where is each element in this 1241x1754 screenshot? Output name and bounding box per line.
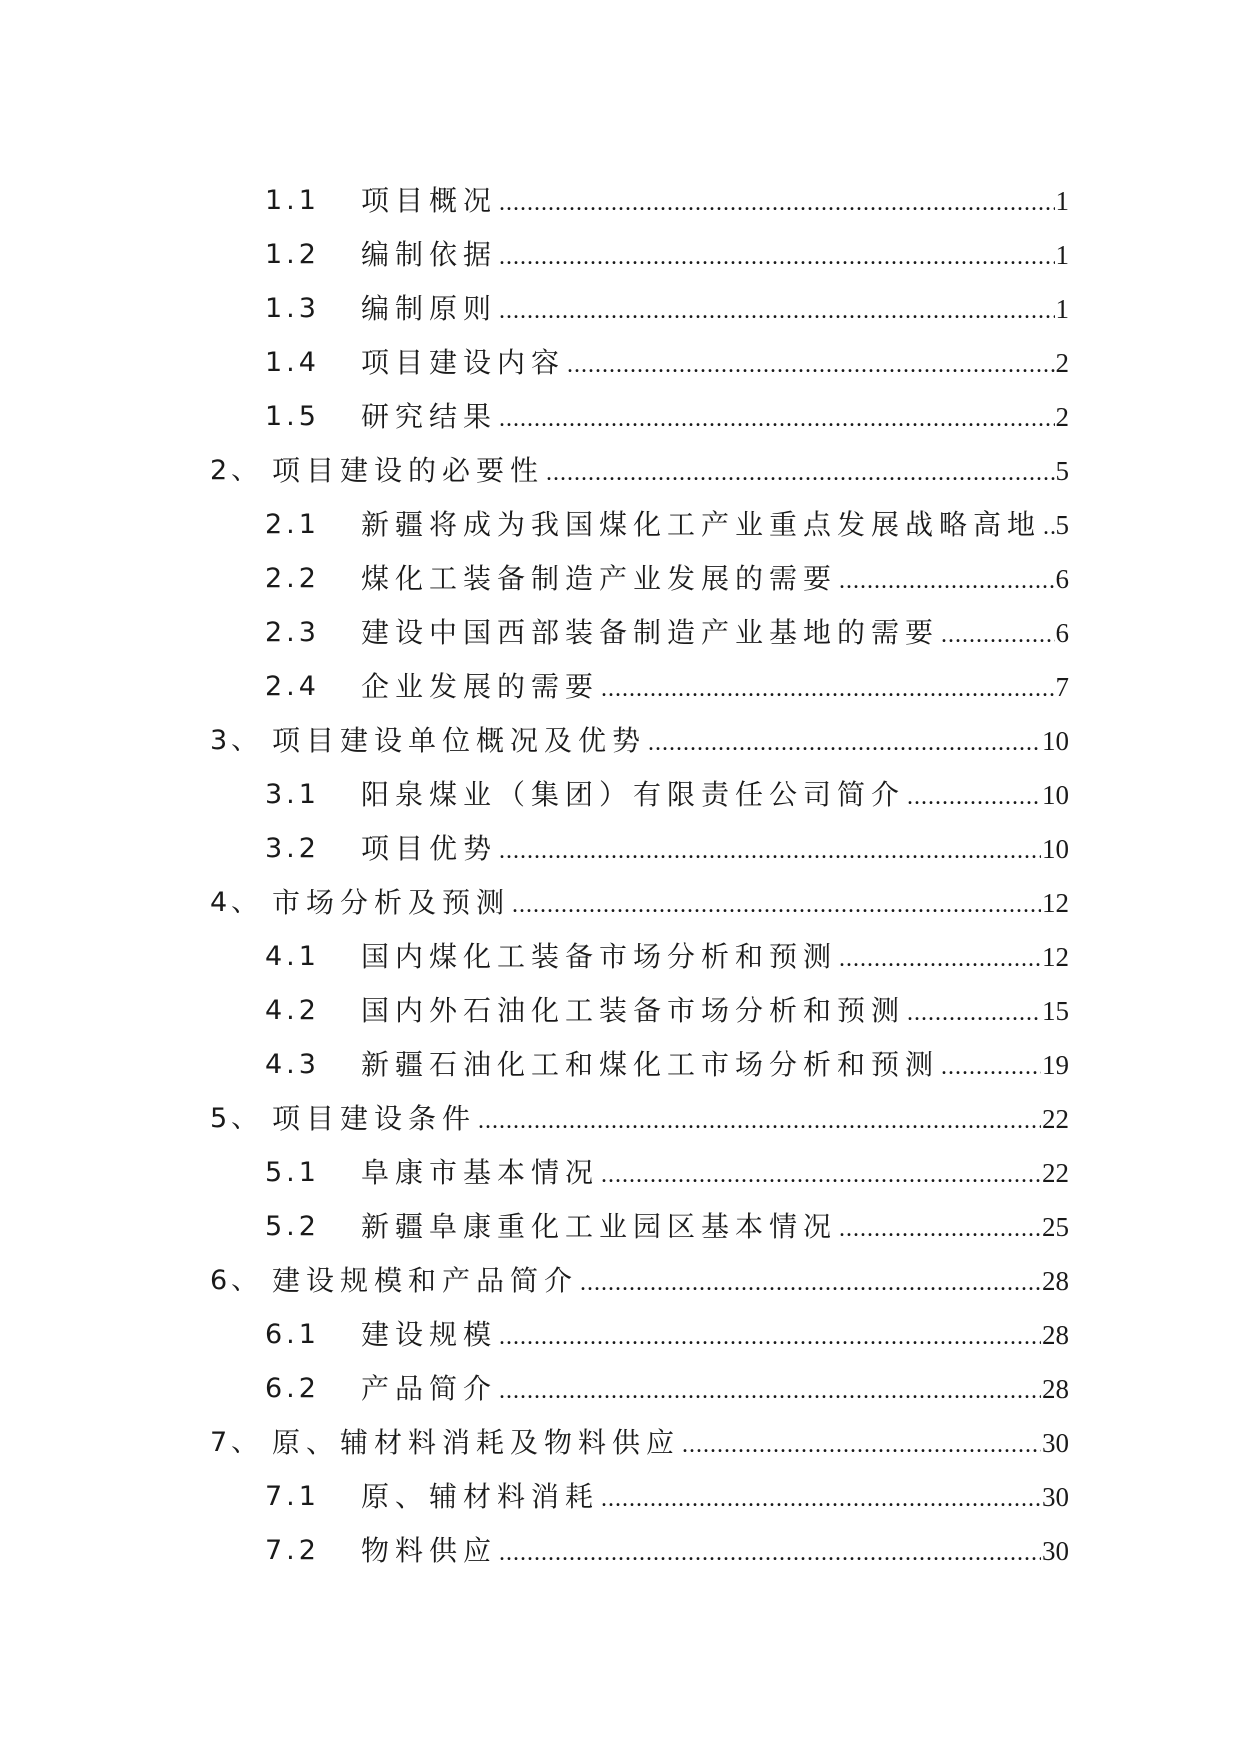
toc-entry-number: 4.1	[265, 941, 320, 972]
toc-chapter-title: 市场分析及预测	[272, 886, 511, 919]
toc-entry[interactable]	[0, 930, 1241, 984]
dot-leader	[580, 1256, 1041, 1310]
toc-entry-number: 4.2	[265, 995, 320, 1026]
toc-entry-number: 6.1	[265, 1319, 320, 1350]
toc-entry-page: 15	[1042, 996, 1069, 1026]
toc-entry-number: 3.1	[265, 779, 320, 810]
toc-entry-number: 3.2	[265, 833, 320, 864]
toc-chapter[interactable]	[0, 714, 1241, 768]
toc-entry-page: 30	[1042, 1482, 1069, 1512]
toc-chapter-page: 30	[1042, 1428, 1069, 1458]
toc-entry-number: 1.4	[265, 347, 320, 378]
toc-entry-title: 建设规模	[361, 1318, 498, 1351]
toc-entry-page: 19	[1042, 1050, 1069, 1080]
toc-chapter-page: 28	[1042, 1266, 1069, 1296]
toc-entry-title: 原、辅材料消耗	[361, 1480, 600, 1513]
toc-entry-title: 项目概况	[361, 184, 498, 217]
dot-leader	[682, 1418, 1041, 1472]
toc-entry[interactable]	[0, 498, 1241, 552]
dot-leader	[499, 284, 1054, 338]
toc-entry-title: 阳泉煤业（集团）有限责任公司简介	[361, 778, 906, 811]
toc-entry[interactable]	[0, 1362, 1241, 1416]
dot-leader	[941, 1040, 1041, 1094]
toc-entry[interactable]	[0, 660, 1241, 714]
toc-entry-number: 1.3	[265, 293, 320, 324]
toc-entry[interactable]	[0, 1308, 1241, 1362]
toc-chapter-title: 建设规模和产品简介	[272, 1264, 579, 1297]
toc-entry-page: 30	[1042, 1536, 1069, 1566]
toc-chapter[interactable]	[0, 444, 1241, 498]
toc-chapter-number: 7、	[210, 1427, 263, 1458]
toc-entry[interactable]	[0, 984, 1241, 1038]
toc-entry[interactable]	[0, 282, 1241, 336]
table-of-contents	[0, 174, 1241, 1578]
toc-chapter-number: 6、	[210, 1265, 263, 1296]
toc-chapter-number: 3、	[210, 725, 263, 756]
toc-entry-number: 1.5	[265, 401, 320, 432]
toc-entry-title: 物料供应	[361, 1534, 498, 1567]
toc-entry-page: 22	[1042, 1158, 1069, 1188]
toc-entry[interactable]	[0, 1146, 1241, 1200]
toc-entry-number: 2.3	[265, 617, 320, 648]
toc-entry-title: 编制原则	[361, 292, 498, 325]
dot-leader	[907, 986, 1041, 1040]
dot-leader	[499, 230, 1054, 284]
toc-entry-title: 产品简介	[361, 1372, 498, 1405]
toc-chapter-page: 5	[1055, 456, 1069, 486]
dot-leader	[512, 878, 1041, 932]
toc-entry[interactable]	[0, 606, 1241, 660]
toc-chapter-page: 10	[1042, 726, 1069, 756]
dot-leader	[499, 824, 1041, 878]
toc-entry[interactable]	[0, 1470, 1241, 1524]
toc-entry-title: 新疆阜康重化工业园区基本情况	[361, 1210, 838, 1243]
toc-chapter[interactable]	[0, 1416, 1241, 1470]
dot-leader	[907, 770, 1041, 824]
toc-entry-page: 25	[1042, 1212, 1069, 1242]
toc-entry-title: 国内煤化工装备市场分析和预测	[361, 940, 838, 973]
toc-entry[interactable]	[0, 822, 1241, 876]
toc-entry-page: 28	[1042, 1320, 1069, 1350]
dot-leader	[499, 1526, 1041, 1580]
dot-leader	[478, 1094, 1041, 1148]
toc-entry-number: 4.3	[265, 1049, 320, 1080]
toc-chapter-title: 原、辅材料消耗及物料供应	[272, 1426, 681, 1459]
dot-leader	[941, 608, 1054, 662]
toc-entry-number: 2.2	[265, 563, 320, 594]
dot-leader	[499, 392, 1054, 446]
dot-leader	[648, 716, 1041, 770]
toc-entry-number: 2.1	[265, 509, 320, 540]
toc-entry-title: 煤化工装备制造产业发展的需要	[361, 562, 838, 595]
toc-entry-number: 5.2	[265, 1211, 320, 1242]
toc-chapter-number: 2、	[210, 455, 263, 486]
dot-leader	[839, 554, 1054, 608]
toc-entry-number: 1.1	[265, 185, 320, 216]
toc-entry-title: 项目建设内容	[361, 346, 566, 379]
toc-chapter[interactable]	[0, 876, 1241, 930]
toc-entry-number: 1.2	[265, 239, 320, 270]
toc-entry-number: 2.4	[265, 671, 320, 702]
dot-leader	[567, 338, 1054, 392]
toc-entry-page: 6	[1055, 618, 1069, 648]
toc-entry-page: 1	[1055, 186, 1069, 216]
toc-entry[interactable]	[0, 1038, 1241, 1092]
toc-entry-page: 28	[1042, 1374, 1069, 1404]
toc-entry[interactable]	[0, 1200, 1241, 1254]
toc-entry-page: 2	[1055, 402, 1069, 432]
toc-entry-number: 5.1	[265, 1157, 320, 1188]
toc-entry[interactable]	[0, 228, 1241, 282]
dot-leader	[1043, 500, 1054, 554]
dot-leader	[499, 1310, 1041, 1364]
toc-entry-page: 6	[1055, 564, 1069, 594]
toc-chapter-number: 4、	[210, 887, 263, 918]
toc-entry-page: 2	[1055, 348, 1069, 378]
dot-leader	[839, 932, 1041, 986]
toc-entry[interactable]	[0, 552, 1241, 606]
toc-entry-page: 10	[1042, 834, 1069, 864]
toc-entry[interactable]	[0, 1524, 1241, 1578]
toc-entry-page: 12	[1042, 942, 1069, 972]
dot-leader	[499, 176, 1054, 230]
toc-entry-title: 新疆将成为我国煤化工产业重点发展战略高地	[361, 508, 1042, 541]
dot-leader	[546, 446, 1054, 500]
toc-entry-title: 阜康市基本情况	[361, 1156, 600, 1189]
toc-entry-title: 编制依据	[361, 238, 498, 271]
dot-leader	[601, 1148, 1041, 1202]
toc-entry-number: 7.2	[265, 1535, 320, 1566]
toc-entry-page: 5	[1055, 510, 1069, 540]
toc-entry-page: 1	[1055, 240, 1069, 270]
toc-entry-number: 7.1	[265, 1481, 320, 1512]
toc-entry-page: 10	[1042, 780, 1069, 810]
toc-entry-title: 建设中国西部装备制造产业基地的需要	[361, 616, 940, 649]
toc-chapter-page: 12	[1042, 888, 1069, 918]
toc-entry-title: 企业发展的需要	[361, 670, 600, 703]
toc-entry-title: 研究结果	[361, 400, 498, 433]
dot-leader	[601, 662, 1054, 716]
toc-chapter-number: 5、	[210, 1103, 263, 1134]
dot-leader	[601, 1472, 1041, 1526]
toc-entry[interactable]	[0, 390, 1241, 444]
toc-entry-title: 新疆石油化工和煤化工市场分析和预测	[361, 1048, 940, 1081]
toc-entry[interactable]	[0, 768, 1241, 822]
toc-chapter[interactable]	[0, 1254, 1241, 1308]
toc-entry-page: 1	[1055, 294, 1069, 324]
dot-leader	[499, 1364, 1041, 1418]
toc-entry-page: 7	[1055, 672, 1069, 702]
toc-chapter-title: 项目建设的必要性	[272, 454, 545, 487]
toc-entry-title: 国内外石油化工装备市场分析和预测	[361, 994, 906, 1027]
toc-chapter-page: 22	[1042, 1104, 1069, 1134]
toc-entry[interactable]	[0, 336, 1241, 390]
toc-entry[interactable]	[0, 174, 1241, 228]
toc-chapter[interactable]	[0, 1092, 1241, 1146]
toc-entry-title: 项目优势	[361, 832, 498, 865]
dot-leader	[839, 1202, 1041, 1256]
toc-chapter-title: 项目建设单位概况及优势	[272, 724, 647, 757]
toc-chapter-title: 项目建设条件	[272, 1102, 477, 1135]
toc-entry-number: 6.2	[265, 1373, 320, 1404]
